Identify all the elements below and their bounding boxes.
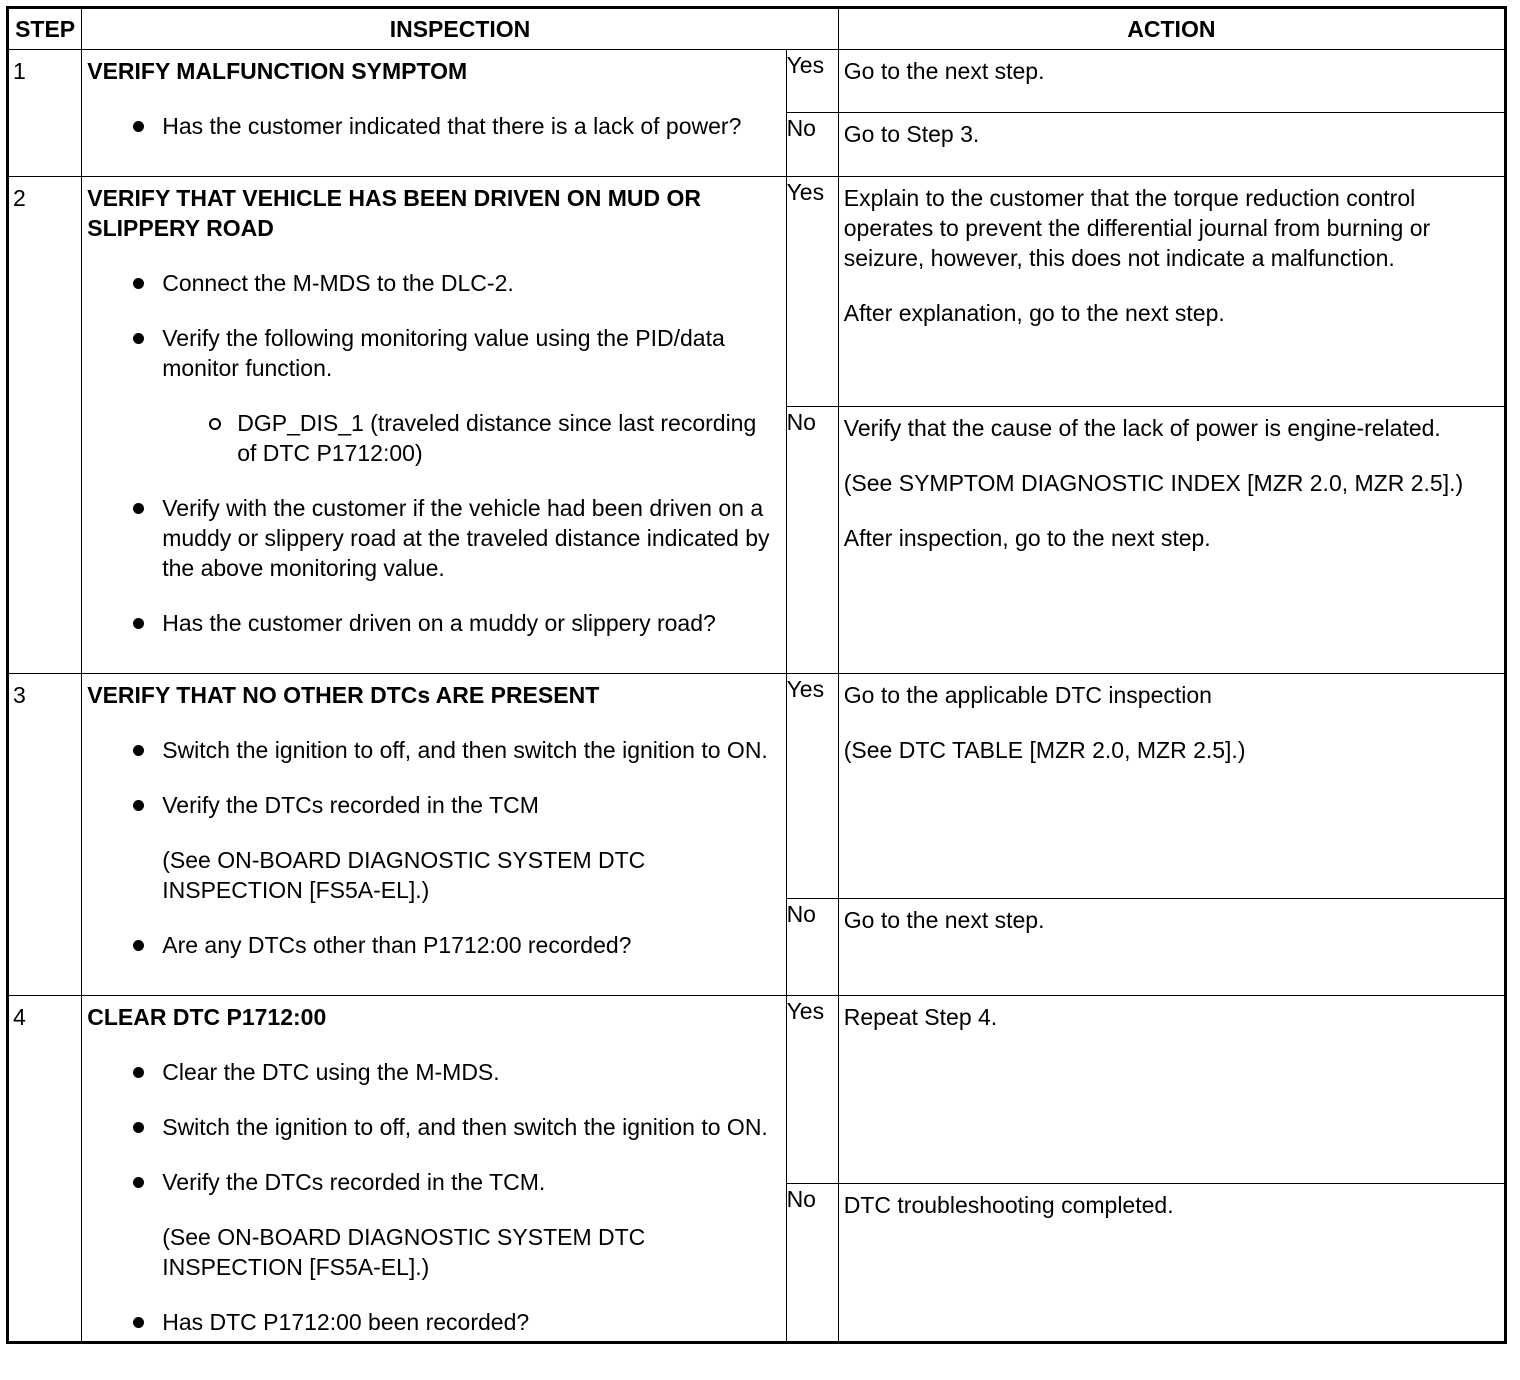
action-text: Go to the next step. bbox=[843, 58, 1045, 84]
header-inspection: INSPECTION bbox=[82, 8, 839, 50]
yes-action-cell bbox=[838, 50, 1505, 113]
step-number: 4 bbox=[13, 1004, 26, 1030]
no-label: No bbox=[786, 1184, 838, 1343]
step-number: 3 bbox=[13, 682, 26, 708]
step-number-cell bbox=[8, 177, 82, 674]
inspection-item: Has the customer driven on a muddy or slippery road? bbox=[87, 608, 777, 638]
reference-text: (See SYMPTOM DIAGNOSTIC INDEX [MZR 2.0, MZR 2.5].) bbox=[843, 470, 1464, 496]
yes-label: Yes bbox=[786, 674, 838, 899]
diagnostic-procedure-table bbox=[6, 6, 1507, 1344]
inspection-cell bbox=[82, 674, 786, 996]
inspection-item: Has the customer indicated that there is a lack of power? bbox=[87, 111, 777, 141]
action-text: After explanation, go to the next step. bbox=[843, 300, 1225, 326]
bullet-icon bbox=[133, 800, 144, 811]
inspection-item: Connect the M-MDS to the DLC-2. bbox=[87, 268, 777, 298]
bullet-icon bbox=[133, 333, 144, 344]
bullet-icon bbox=[133, 121, 144, 132]
yes-label: Yes bbox=[786, 177, 838, 407]
hollow-bullet-icon bbox=[209, 418, 221, 430]
inspection-subitem: DGP_DIS_1 (traveled distance since last recording of DTC P1712:00) bbox=[87, 408, 777, 468]
step-title: CLEAR DTC P1712:00 bbox=[87, 1004, 327, 1030]
inspection-cell bbox=[82, 996, 786, 1343]
bullet-icon bbox=[133, 618, 144, 629]
inspection-item: Switch the ignition to off, and then switch the ignition to ON. bbox=[87, 735, 777, 765]
action-text: Go to the next step. bbox=[843, 907, 1045, 933]
action-text: Repeat Step 4. bbox=[843, 1004, 998, 1030]
inspection-item: Switch the ignition to off, and then switch the ignition to ON. bbox=[87, 1112, 777, 1142]
bullet-icon bbox=[133, 940, 144, 951]
step-2-yes-row bbox=[8, 177, 1506, 407]
bullet-icon bbox=[133, 1317, 144, 1328]
yes-action-cell bbox=[838, 996, 1505, 1184]
yes-action-cell bbox=[838, 674, 1505, 899]
action-text: Verify that the cause of the lack of power is engine-related. bbox=[843, 415, 1441, 441]
action-text: Explain to the customer that the torque reduction control operates to prevent the differential journal from burning or seizure, however, this does not indicate a malfunction. bbox=[843, 185, 1431, 271]
step-title: VERIFY THAT NO OTHER DTCs ARE PRESENT bbox=[87, 682, 600, 708]
step-title: VERIFY THAT VEHICLE HAS BEEN DRIVEN ON MUD OR SLIPPERY ROAD bbox=[87, 185, 702, 241]
action-text: After inspection, go to the next step. bbox=[843, 525, 1211, 551]
inspection-item: Clear the DTC using the M-MDS. bbox=[87, 1057, 777, 1087]
no-action-cell bbox=[838, 899, 1505, 996]
step-number: 1 bbox=[13, 58, 26, 84]
no-action-cell bbox=[838, 1184, 1505, 1343]
bullet-icon bbox=[133, 1067, 144, 1078]
no-action-cell bbox=[838, 113, 1505, 177]
bullet-icon bbox=[133, 745, 144, 756]
bullet-icon bbox=[133, 1177, 144, 1188]
step-1-yes-row bbox=[8, 50, 1506, 113]
no-label: No bbox=[786, 407, 838, 674]
action-text: DTC troubleshooting completed. bbox=[843, 1192, 1174, 1218]
inspection-item: Verify with the customer if the vehicle had been driven on a muddy or slippery road at the traveled distance indicated by the above monitoring value. bbox=[87, 493, 777, 583]
step-number: 2 bbox=[13, 185, 26, 211]
action-text: Go to the applicable DTC inspection bbox=[843, 682, 1212, 708]
reference-text: (See DTC TABLE [MZR 2.0, MZR 2.5].) bbox=[843, 737, 1246, 763]
no-label: No bbox=[786, 899, 838, 996]
yes-action-cell bbox=[838, 177, 1505, 407]
step-number-cell bbox=[8, 674, 82, 996]
inspection-item: Are any DTCs other than P1712:00 recorded? bbox=[87, 930, 777, 960]
inspection-item: Has DTC P1712:00 been recorded? bbox=[87, 1307, 777, 1337]
bullet-icon bbox=[133, 503, 144, 514]
inspection-item: Verify the following monitoring value using the PID/data monitor function. bbox=[87, 323, 777, 383]
inspection-item: Verify the DTCs recorded in the TCM bbox=[87, 790, 777, 820]
step-3-yes-row bbox=[8, 674, 1506, 899]
inspection-note: (See ON-BOARD DIAGNOSTIC SYSTEM DTC INSPECTION [FS5A-EL].) bbox=[162, 1224, 646, 1280]
no-action-cell bbox=[838, 407, 1505, 674]
bullet-icon bbox=[133, 1122, 144, 1133]
step-number-cell bbox=[8, 996, 82, 1343]
header-step: STEP bbox=[8, 8, 82, 50]
step-4-yes-row bbox=[8, 996, 1506, 1184]
step-number-cell bbox=[8, 50, 82, 177]
action-text: Go to Step 3. bbox=[843, 121, 980, 147]
header-action: ACTION bbox=[838, 8, 1505, 50]
yes-label: Yes bbox=[786, 50, 838, 113]
inspection-note: (See ON-BOARD DIAGNOSTIC SYSTEM DTC INSPECTION [FS5A-EL].) bbox=[162, 847, 646, 903]
header-row bbox=[8, 8, 1506, 50]
inspection-cell bbox=[82, 177, 786, 674]
yes-label: Yes bbox=[786, 996, 838, 1184]
no-label: No bbox=[786, 113, 838, 177]
bullet-icon bbox=[133, 278, 144, 289]
inspection-item: Verify the DTCs recorded in the TCM. bbox=[87, 1167, 777, 1197]
inspection-cell bbox=[82, 50, 786, 177]
step-title: VERIFY MALFUNCTION SYMPTOM bbox=[87, 58, 468, 84]
